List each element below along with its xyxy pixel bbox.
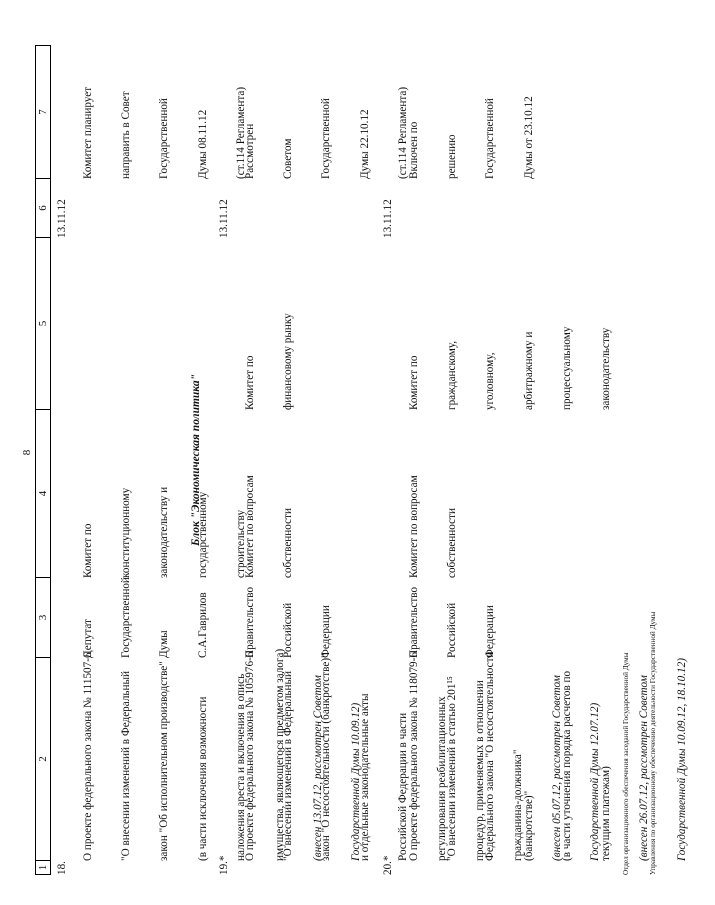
- row-19-co-committee: Комитет по финансовому рынку: [243, 313, 294, 410]
- block-title: Блок "Экономическая политика": [190, 374, 202, 547]
- header-col-7: 7: [36, 45, 50, 179]
- row-20-co-committee: Комитет по гражданскому, уголовному, арбитражному и процессуальному законодательству: [407, 326, 612, 410]
- header-col-4: 4: [36, 410, 50, 578]
- row-20-committee: Комитет по вопросам собственности: [407, 475, 458, 578]
- footer-department: Отдел организационного обеспечения заседаний Государственной Думы Управления по организационному обеспечению деятельности Государственной Думы: [622, 611, 657, 875]
- row-20-bill: О проекте федерального закона № 118079-6 "О внесении изменений в статью 201¹⁵ Федерального закона "О несостоятельности (банкротстве)" (в части уточнения порядка расчетов по текущим платежам) (внесен 26.07.12, рассмотрен Советом Государственной Думы 10.09.12, 18.10.12): [407, 651, 689, 861]
- row-20-date: 13.11.12: [382, 199, 394, 238]
- row-20-number: 20.*: [382, 855, 394, 875]
- row-20-author: Правительство Российской Федерации: [407, 586, 497, 658]
- row-20-note: Включен по решению Государственной Думы от 23.10.12: [407, 96, 535, 179]
- row-19-bill: О проекте федерального закона № 105976-6 "О внесении изменений в Федеральный закон "О несостоятельности (банкротстве)" и отдельные законодательные акты Российской Федерации в части регулирования реабилитационных процедур, применяемых в отношении гражданина-должника" (внесен 05.07.12, рассмотрен Советом Государственной Думы 12.07.12): [243, 651, 602, 861]
- page-number: 8: [21, 449, 33, 456]
- row-18-bill: О проекте федерального закона № 111507-6 "О внесении изменений в Федеральный закон "Об исполнительном производстве" (в части исключения возможности наложения ареста и включения в опись имущества, являющегося предметом залога) (внесен 13.07.12, рассмотрен Советом Государственной Думы 10.09.12): [81, 648, 363, 861]
- header-col-3: 3: [36, 578, 50, 658]
- row-19-committee: Комитет по вопросам собственности: [243, 475, 294, 578]
- row-18-author: Депутат Государственной Думы С.А.Гаврилов: [81, 577, 209, 658]
- row-18-date: 13.11.12: [56, 199, 68, 238]
- row-19-number: 19.*: [218, 855, 230, 875]
- table-header-row: [35, 45, 51, 875]
- header-col-2: 2: [36, 658, 50, 861]
- row-18-note: Комитет планирует направить в Совет Государственной Думы 08.11.12 (ст.114 Регламента): [81, 86, 248, 179]
- header-col-1: 1: [36, 861, 50, 875]
- row-19-date: 13.11.12: [218, 199, 230, 238]
- row-18-number: 18.: [56, 861, 68, 875]
- row-19-author: Правительство Российской Федерации: [243, 586, 333, 658]
- row-18-committee: Комитет по конституционному законодательству и государственному строительству: [81, 486, 248, 578]
- header-col-6: 6: [36, 179, 50, 238]
- row-19-note: Рассмотрен Советом Государственной Думы 22.10.12 (ст.114 Регламента): [243, 86, 410, 179]
- header-col-5: 5: [36, 238, 50, 410]
